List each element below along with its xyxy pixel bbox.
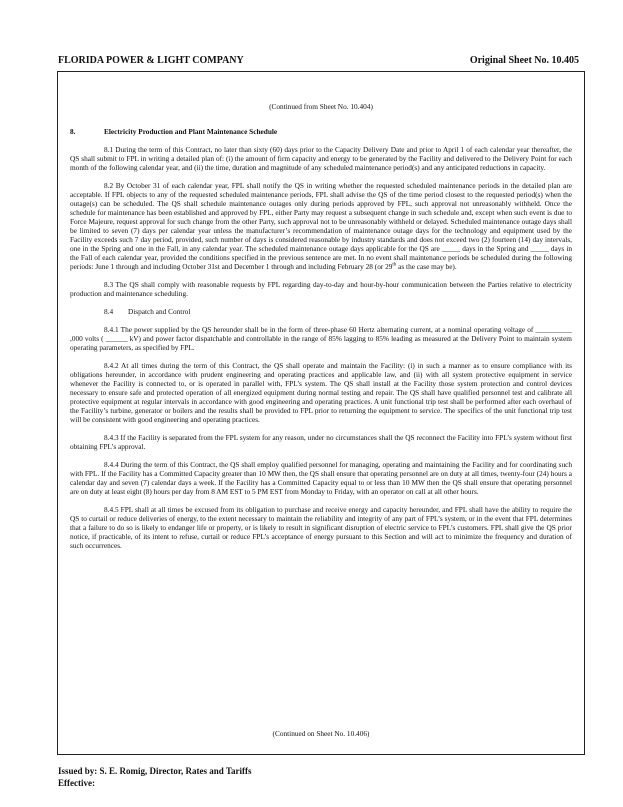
paragraph-8-2-end: as the case may be). xyxy=(396,262,457,271)
issued-by: Issued by: S. E. Romig, Director, Rates and Tariffs xyxy=(58,766,252,776)
paragraph-8-3: 8.3 The QS shall comply with reasonable requests by FPL regarding day-to-day and hour-by-hour communication between the Parties relative to electricity production and maintenance scheduling. xyxy=(70,280,572,298)
paragraph-8-2 xyxy=(70,181,572,271)
paragraph-8-4-5: 8.4.5 FPL shall at all times be excused from its obligation to purchase and receive energy and capacity hereunder, and FPL shall have the ability to require the QS to curtail or reduce deliveries of energy, to the extent necessary to maintain the reliability and integrity of any part of FPL’s system, or in the event that FPL determines that a failure to do so is likely to endanger life or property, or is likely to result in significant disruption of electric service to FPL’s customers. FPL shall give the QS prior notice, if practicable, of its intent to refuse, curtail or reduce FPL’s acceptance of energy pursuant to this Section and will act to minimize the frequency and duration of such occurrences. xyxy=(70,505,572,550)
paragraph-8-4-2: 8.4.2 At all times during the term of this Contract, the QS shall operate and maintain the Facility: (i) in such a manner as to ensure compliance with its obligations hereunder, in accordance with prudent engineering and operating practices and applicable law, and (ii) with all system protective equipment in service whenever the Facility is connected to, or is operated in parallel with, FPL’s system. The QS shall install at the Facility those system protection and control devices necessary to ensure safe and protected operation of all energized equipment during normal testing and repair. The QS shall have qualified personnel test and calibrate all protective equipment at regular intervals in accordance with good engineering and operating practices. A unit functional trip test shall be performed after each overhaul of the Facility’s turbine, generator or boilers and the results shall be provided to FPL prior to returning the equipment to service. The specifics of the unit functional trip test will be consistent with good engineering and operating practices. xyxy=(70,361,572,424)
subsection-heading xyxy=(70,307,572,316)
effective-date: Effective: xyxy=(58,778,95,788)
document-body xyxy=(57,71,585,755)
company-name: FLORIDA POWER & LIGHT COMPANY xyxy=(58,55,244,66)
page-footer xyxy=(58,765,252,789)
continued-on-note: (Continued on Sheet No. 10.406) xyxy=(272,729,370,738)
superscript-th: th xyxy=(392,262,397,268)
paragraph-8-4-3: 8.4.3 If the Facility is separated from the FPL system for any reason, under no circumstances shall the QS reconnect the Facility into FPL’s system without first obtaining FPL’s approval. xyxy=(70,433,572,451)
page-header xyxy=(58,55,579,69)
paragraph-8-4-1: 8.4.1 The power supplied by the QS hereunder shall be in the form of three-phase 60 Hertz alternating current, at a nominal operating voltage of __________ ,000 volts ( ______ kV) and power factor dispatchable and controllable in the range of 85% lagging to 85% leading as measured at the Delivery Point to maintain system operating parameters, as specified by FPL. xyxy=(70,325,572,352)
subsection-title: Dispatch and Control xyxy=(128,307,191,316)
subsection-number: 8.4 xyxy=(104,307,114,316)
paragraph-8-2-text: 8.2 By October 31 of each calendar year, FPL shall notify the QS in writing whether the requested scheduled maintenance periods in the detailed plan are acceptable. If FPL objects to any of the requested scheduled maintenance periods, FPL shall advise the QS of the time period closest to the requested period(s) when the outage(s) can be scheduled. The QS shall schedule maintenance outages only during periods approved by FPL, such approval not unreasonably withheld. Once the schedule for maintenance has been established and approved by FPL, either Party may request a subsequent change in such schedule and, except when such event is due to Force Majeure, request approval for such change from the other Party, such approval not to be unreasonably withheld or delayed. Scheduled maintenance outage days shall be limited to seven (7) days per calendar year unless the manufacturer’s recommendation of maintenance outage days for the technology and equipment used by the Facility exceeds such 7 day period, provided, such number of days is considered reasonable by industry standards and does not exceed two (2) fourteen (14) day intervals, one in the Spring and one in the Fall, in any calendar year. The scheduled maintenance outage days applicable for the QS are _____ days in the Spring and _____ days in the Fall of each calendar year, provided the conditions specified in the previous sentence are met. In no event shall maintenance periods be scheduled during the following periods: June 1 through and including October 31st and December 1 through and including February 28 (or 29 xyxy=(70,181,572,271)
section-heading xyxy=(70,127,572,136)
section-number: 8. xyxy=(70,127,76,136)
paragraph-8-4-4: 8.4.4 During the term of this Contract, the QS shall employ qualified personnel for managing, operating and maintaining the Facility and for coordinating such with FPL. If the Facility has a Committed Capacity greater than 10 MW then, the QS shall ensure that operating personnel are on duty at all times, twenty-four (24) hours a calendar day and seven (7) calendar days a week. If the Facility has a Committed Capacity equal to or less than 10 MW then the QS shall ensure that operating personnel are on duty at least eight (8) hours per day from 8 AM EST to 5 PM EST from Monday to Friday, with an operator on call at all other hours. xyxy=(70,460,572,496)
sheet-number: Original Sheet No. 10.405 xyxy=(469,55,579,66)
continued-from-note: (Continued from Sheet No. 10.404) xyxy=(269,102,373,111)
paragraph-8-1: 8.1 During the term of this Contract, no later than sixty (60) days prior to the Capacity Delivery Date and prior to April 1 of each calendar year thereafter, the QS shall submit to FPL in writing a detailed plan of: (i) the amount of firm capacity and energy to be generated by the Facility and delivered to the Delivery Point for each month of the following calendar year, and (ii) the time, duration and magnitude of any scheduled maintenance period(s) and any anticipated reductions in capacity. xyxy=(70,145,572,172)
section-title: Electricity Production and Plant Maintenance Schedule xyxy=(104,127,278,136)
